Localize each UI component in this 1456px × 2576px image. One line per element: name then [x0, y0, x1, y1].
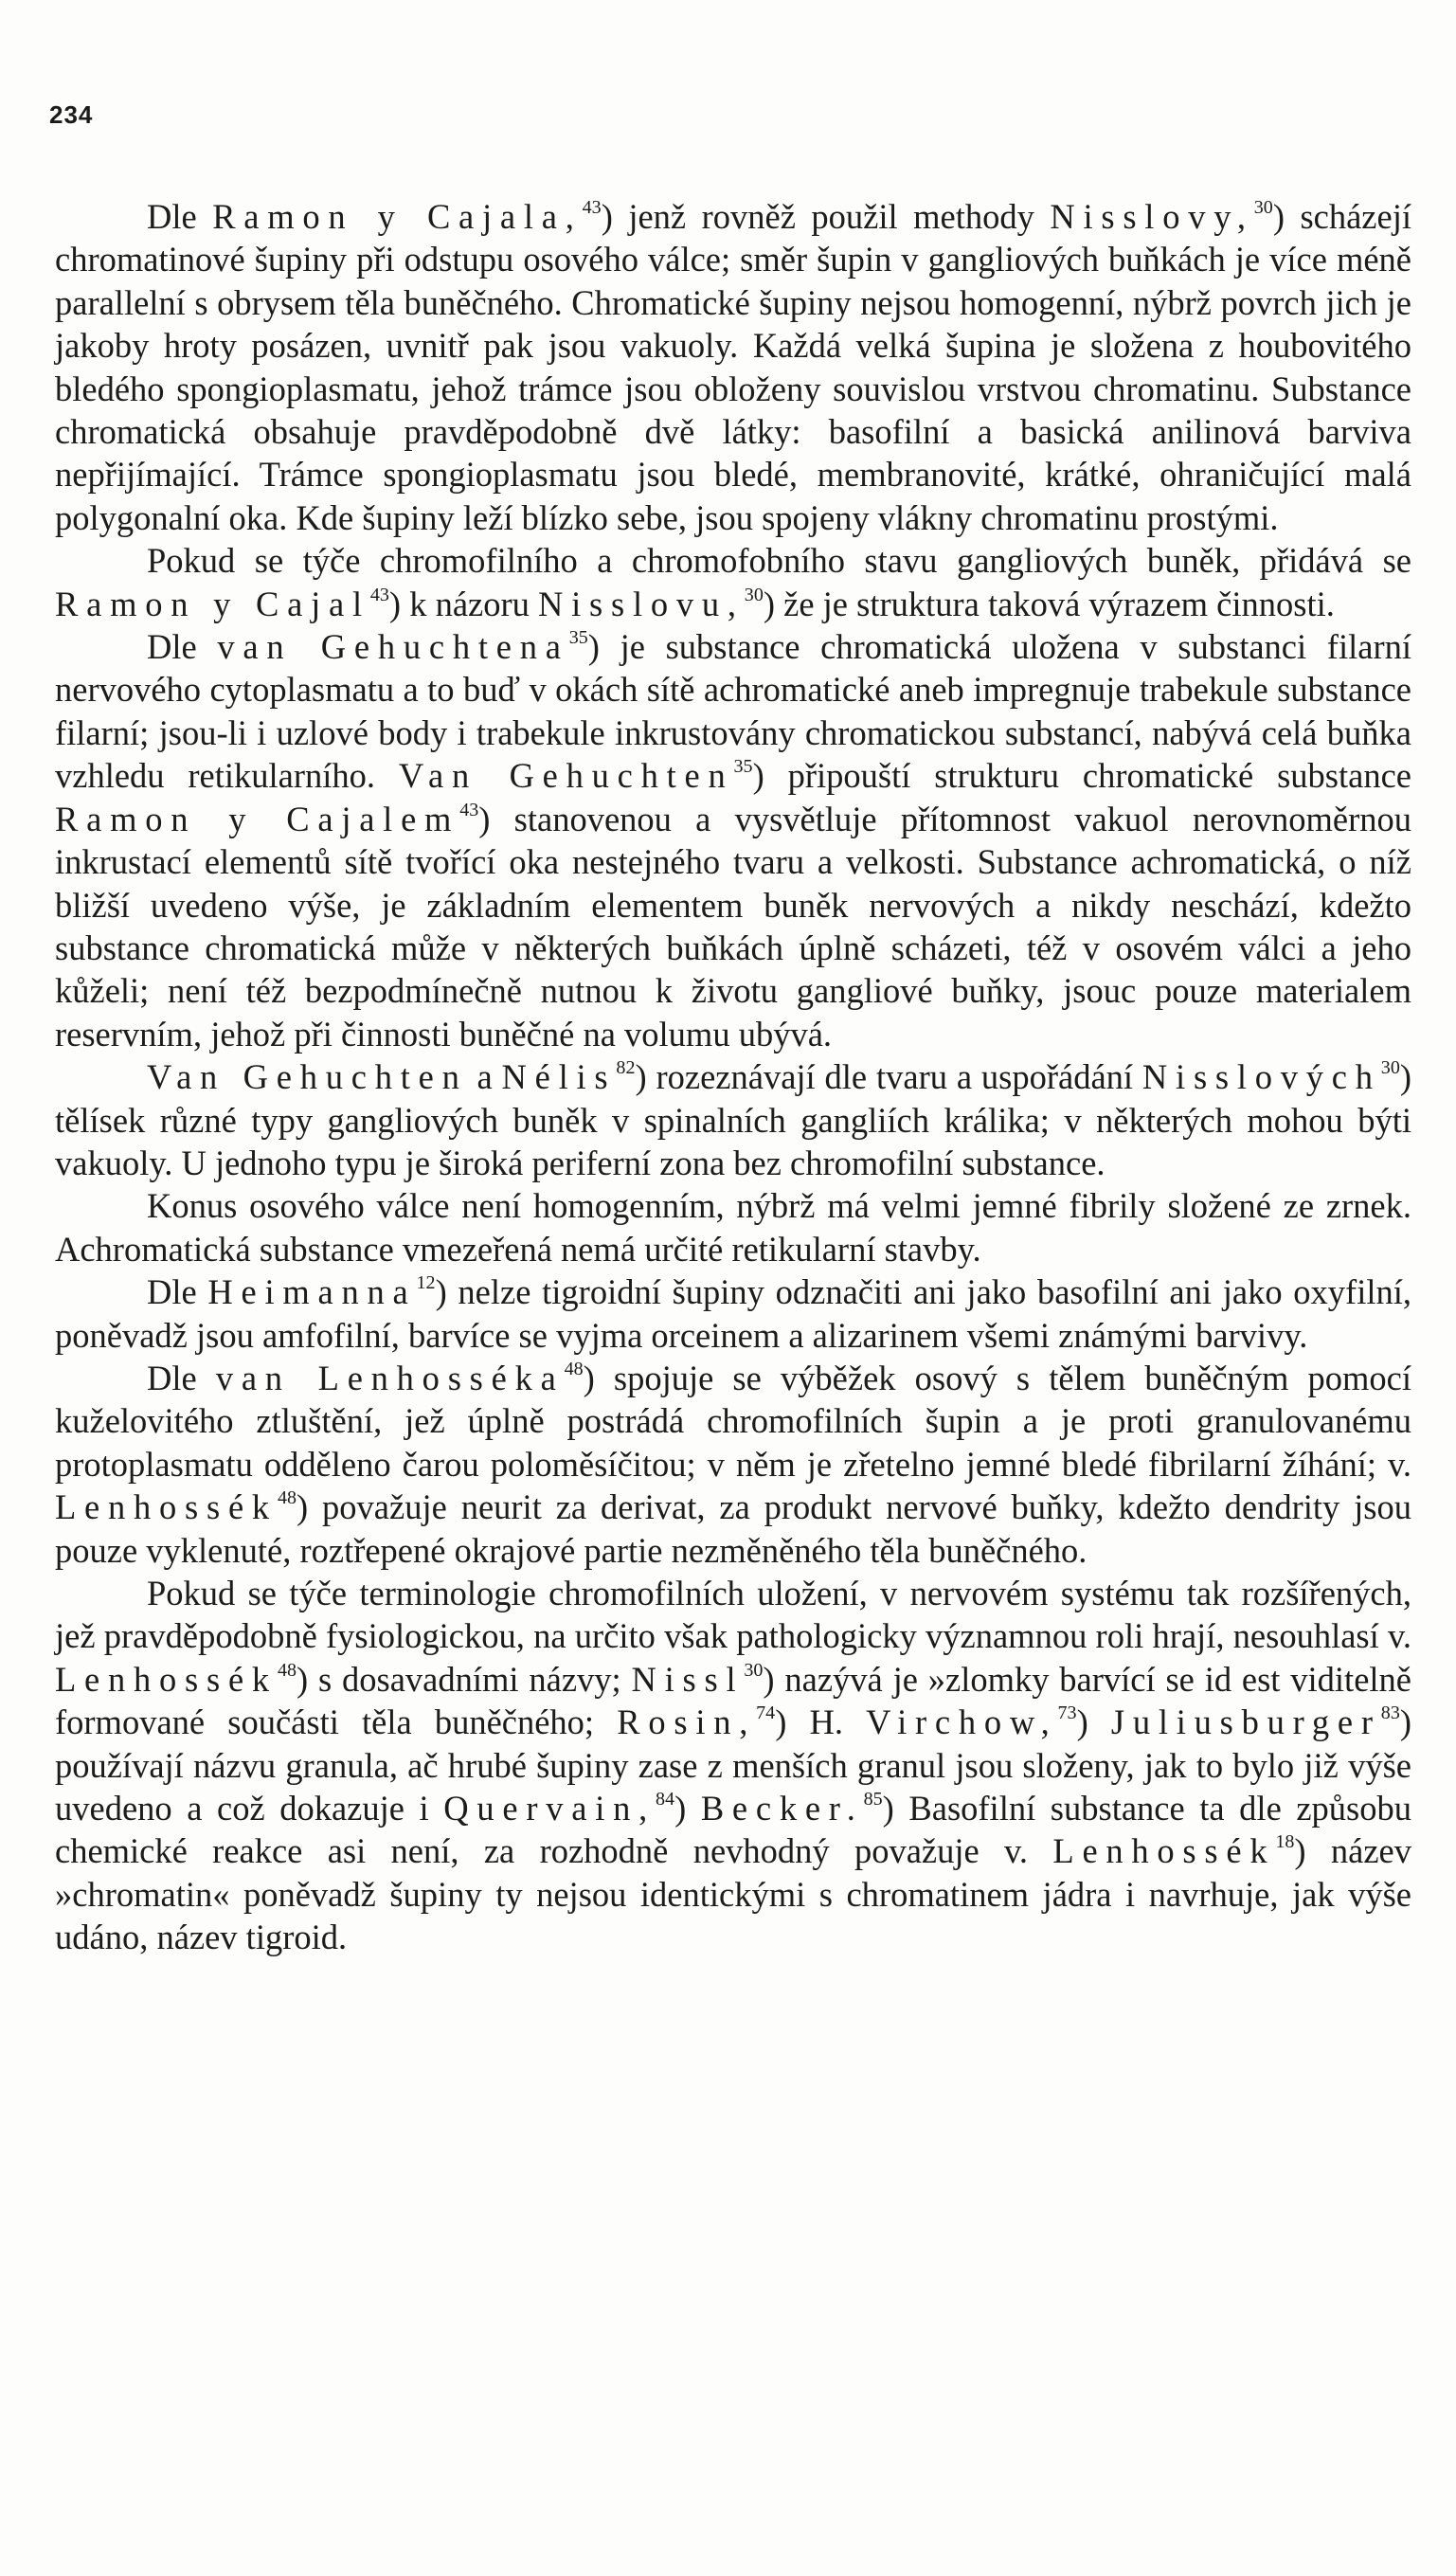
author-name: Van Gehuchten: [147, 1057, 468, 1097]
paragraph: [55, 625, 1411, 1055]
paragraph: [55, 1055, 1411, 1184]
text-run: ) scházejí chromatinové šupiny při odstupu osového válce; směr šupin v gangliových buňkách je více méně parallelní s obrysem těla buněčného. Chromatické šupiny nejsou homogenní, nýbrž povrch jich je jakoby hroty posázen, uvnitř pak jsou vakuoly. Každá velká šupina je složena z houbovitého bledého spongioplasmatu, jehož trámce jsou obloženy souvislou vrstvou chromatinu. Substance chromatická obsahuje pravděpodobně dvě látky: basofilní a basická anilinová barviva nepřijímající. Trámce spongioplasmatu jsou bledé, membranovité, krátké, ohraničující malá polygonalní oka. Kde šupiny leží blízko sebe, jsou spojeny vlákny chromatinu prostými.: [55, 197, 1411, 537]
text-run: ) nelze tigroidní šupiny odznačiti ani jako basofilní ani jako oxyfilní, poněvadž jsou amfofilní, barvíce se vyjma orceinem a alizarinem všemi známými barvivy.: [55, 1272, 1411, 1355]
author-name: Rosin,: [617, 1702, 757, 1742]
author-name: Nisslovu,: [538, 584, 745, 623]
footnote-ref: 18: [1275, 1831, 1295, 1853]
text-run: ) připouští strukturu chromatické substance: [752, 756, 1412, 796]
text-run: Dle: [147, 627, 218, 667]
author-name: Lenhossék: [1052, 1831, 1276, 1871]
text-run: ) považuje neurit za derivat, za produkt nervové buňky, kdežto dendrity jsou pouze vyklenuté, roztřepené okrajové partie nezměněného těla buněčného.: [55, 1487, 1411, 1570]
paragraph: [55, 1357, 1411, 1572]
paragraph: [55, 1184, 1411, 1270]
footnote-ref: 30: [744, 584, 764, 605]
footnote-ref: 83: [1380, 1702, 1400, 1724]
author-name: Lenhossék: [55, 1659, 278, 1699]
body-text: [55, 195, 1411, 1959]
text-run: ): [1076, 1702, 1111, 1742]
footnote-ref: 43: [369, 584, 389, 605]
footnote-ref: 35: [568, 627, 588, 649]
paragraph: [55, 195, 1411, 539]
author-name: Heimanna: [207, 1272, 417, 1312]
author-name: Nélis: [501, 1057, 617, 1097]
footnote-ref: 48: [277, 1487, 297, 1509]
text-run: ) název »chromatin« poněvadž šupiny ty nejsou identickými s chromatinem jádra i navrhuje, jak výše udáno, název tigroid.: [55, 1831, 1411, 1957]
text-run: ) tělísek různé typy gangliových buněk v spinalních gangliích králika; v některých mohou býti vakuoly. U jednoho typu je široká periferní zona bez chromofilní substance.: [55, 1057, 1411, 1182]
author-name: Becker.: [700, 1789, 864, 1828]
author-name: Nisslových: [1141, 1057, 1381, 1097]
author-name: Van Gehuchten: [398, 756, 734, 796]
author-name: Ramon y Cajal: [55, 584, 370, 623]
paragraph: [55, 539, 1411, 625]
text-run: ) nazývá je »zlomky barvící se id est viditelně formované součásti těla buněčného;: [55, 1659, 1411, 1742]
text-run: Konus osového válce není homogenním, nýbrž má velmi jemné fibrily složené ze zrnek. Achromatická substance vmezeřená nemá určité retikularní stavby.: [55, 1186, 1411, 1269]
text-run: ) k názoru: [388, 584, 539, 623]
text-run: ) H.: [775, 1702, 867, 1742]
author-name: Ramon y Cajala,: [212, 197, 583, 236]
footnote-ref: 82: [616, 1057, 636, 1079]
text-run: ) jenž rovněž použil methody: [601, 197, 1051, 236]
footnote-ref: 35: [733, 756, 753, 778]
footnote-ref: 84: [656, 1788, 675, 1810]
text-run: ) že je struktura taková výrazem činnosti.: [763, 584, 1335, 623]
paragraph: [55, 1572, 1411, 1959]
footnote-ref: 48: [277, 1659, 297, 1681]
text-run: ) stanovenou a vysvětluje přítomnost vakuol nerovnoměrnou inkrustací elementů sítě tvořící oka nestejného tvaru a velkosti. Substance achromatická, o níž bližší uvedeno výše, je základním elementem buněk nervových a nikdy neschází, kdežto substance chromatická může v některých buňkách úplně scházeti, též v osovém válci a jeho kůželi; není též bezpodmínečně nutnou k životu gangliové buňky, jsouc pouze materialem reservním, jehož při činnosti buněčné na volumu ubývá.: [55, 799, 1411, 1054]
author-name: Lenhossék: [55, 1487, 278, 1527]
footnote-ref: 12: [416, 1272, 436, 1294]
footnote-ref: 43: [582, 196, 602, 218]
author-name: Quervain,: [443, 1789, 656, 1828]
paragraph: [55, 1270, 1411, 1357]
text-run: Dle: [147, 197, 213, 236]
author-name: Nissl: [631, 1659, 745, 1699]
page-number: 234: [49, 100, 94, 129]
text-run: Dle: [147, 1272, 208, 1312]
footnote-ref: 43: [459, 799, 479, 820]
text-run: ) je substance chromatická uložena v substanci filarní nervového cytoplasmatu a to buď v okách sítě achromatické aneb impregnuje trabekule substance filarní; jsou-li i uzlové body i trabekule inkrustovány chromatickou substancí, nabývá celá buňka vzhledu retikularního.: [55, 627, 1411, 796]
text-run: Dle: [147, 1358, 216, 1397]
footnote-ref: 30: [1253, 196, 1273, 218]
footnote-ref: 30: [744, 1659, 764, 1681]
text-run: a: [467, 1057, 502, 1097]
text-run: ): [674, 1789, 701, 1828]
author-name: van Lenhosséka: [215, 1358, 565, 1397]
footnote-ref: 30: [1380, 1057, 1400, 1079]
footnote-ref: 73: [1057, 1702, 1077, 1724]
author-name: van Gehuchtena: [217, 627, 569, 667]
footnote-ref: 74: [756, 1702, 776, 1724]
footnote-ref: 48: [564, 1358, 584, 1379]
text-run: ) používají názvu granula, ač hrubé šupiny zase z menších granul jsou složeny, jak to bylo již výše uvedeno a což dokazuje i: [55, 1702, 1412, 1828]
text-run: ) s dosavadními názvy;: [297, 1659, 632, 1699]
text-run: ) rozeznávají dle tvaru a uspořádání: [635, 1057, 1142, 1097]
text-run: ) spojuje se výběžek osový s tělem buněčným pomocí kuželovitého ztluštění, jež úplně postrádá chromofilních šupin a je proti granulovanému protoplasmatu odděleno čarou poloměsíčitou; v něm je zřetelno jemné bledé fibrilarní žíhání; v.: [55, 1358, 1412, 1484]
text-run: ) Basofilní substance ta dle způsobu chemické reakce asi není, za rozhodně nevhodný považuje v.: [55, 1789, 1411, 1871]
text-run: Pokud se týče terminologie chromofilních uložení, v nervovém systému tak rozšířených, jež pravděpodobně fysiologickou, na určito však pathologicky významnou roli hrají, nesouhlasí v.: [55, 1574, 1411, 1656]
author-name: Virchow,: [866, 1702, 1058, 1742]
author-name: Juliusburger: [1110, 1702, 1381, 1742]
author-name: Nisslovy,: [1050, 197, 1254, 236]
text-run: Pokud se týče chromofilního a chromofobního stavu gangliových buněk, přidává se: [147, 541, 1411, 581]
footnote-ref: 85: [863, 1788, 883, 1810]
author-name: Ramon y Cajalem: [55, 799, 460, 838]
